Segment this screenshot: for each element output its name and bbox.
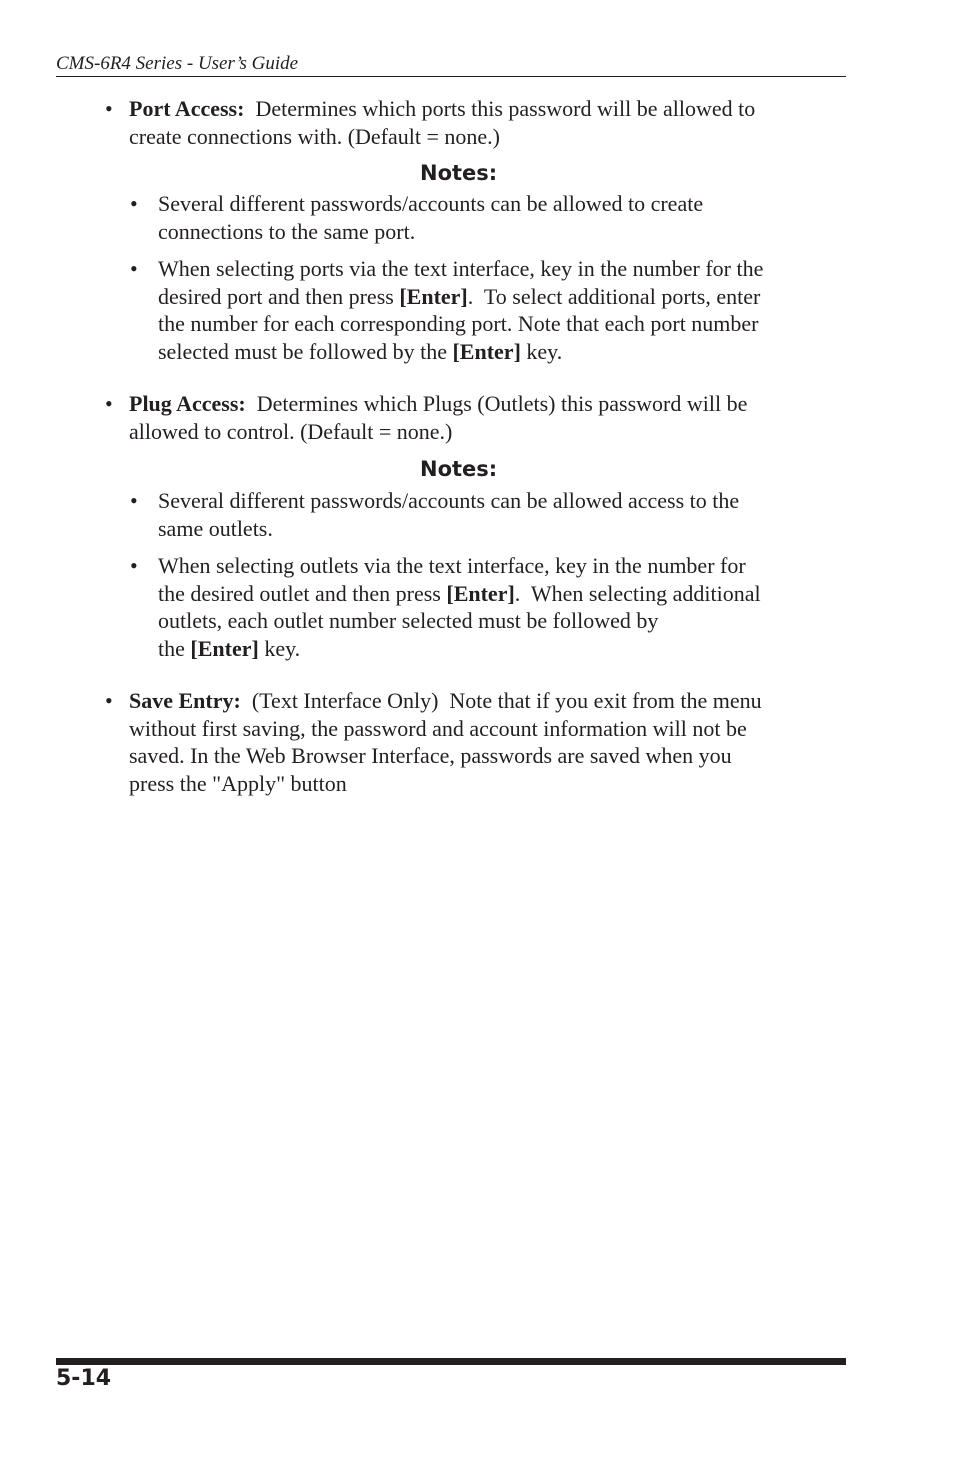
save-entry-term: Save Entry: (129, 688, 241, 713)
plug-note-1-line-1: Several different passwords/accounts can be allowed access to the (158, 488, 740, 513)
save-entry-paragraph (129, 687, 834, 797)
plug-access-notes-heading: Notes: (420, 457, 498, 481)
plug-note-2-line-3: outlets, each outlet number selected must be followed by (158, 608, 659, 633)
port-access-line-1-text: Determines which ports this password will be allowed to (244, 96, 756, 121)
plug-access-paragraph (129, 390, 834, 445)
port-note-1-line-1: Several different passwords/accounts can be allowed to create (158, 191, 704, 216)
plug-note-1-bullet: • (130, 488, 138, 513)
enter-key-label: [Enter] (399, 283, 468, 309)
bullet-save-entry: • (105, 688, 113, 713)
port-access-line-1 (129, 95, 834, 123)
port-note-2-line-4-pre: selected must be followed by the (158, 338, 453, 364)
plug-note-2-line-2-pre: the desired outlet and then press (158, 580, 447, 606)
plug-note-2-bullet: • (130, 553, 138, 578)
enter-key-label: [Enter] (190, 635, 259, 661)
port-note-2-line-2-pre: desired port and then press (158, 283, 400, 309)
port-note-2 (158, 255, 834, 365)
plug-access-line-1 (129, 390, 834, 418)
plug-note-2-line-4-pre: the (158, 635, 191, 661)
port-access-line-2: create connections with. (Default = none.) (129, 123, 500, 149)
plug-note-2-line-4 (158, 635, 834, 663)
page-header (56, 52, 846, 77)
port-note-2-line-2-post: . To select additional ports, enter (467, 283, 761, 309)
plug-note-1-line-2: same outlets. (158, 515, 273, 541)
port-note-1-bullet: • (130, 191, 138, 216)
plug-access-line-2: allowed to control. (Default = none.) (129, 418, 453, 444)
port-note-2-bullet: • (130, 256, 138, 281)
footer-rule (56, 1358, 846, 1365)
plug-access-term: Plug Access: (129, 391, 246, 416)
bullet-port-access: • (105, 96, 113, 121)
port-access-paragraph (129, 95, 834, 150)
page-number: 5-14 (56, 1366, 112, 1391)
save-entry-line-4: press the "Apply" button (129, 770, 347, 796)
port-note-1-line-2: connections to the same port. (158, 218, 416, 244)
plug-access-line-1-text: Determines which Plugs (Outlets) this password will be (245, 391, 748, 416)
port-note-2-line-4 (158, 338, 834, 366)
plug-note-1 (158, 487, 834, 542)
port-access-term: Port Access: (129, 96, 245, 121)
save-entry-line-1-text: (Text Interface Only) Note that if you exit from the menu (240, 688, 762, 713)
port-note-2-line-2 (158, 283, 834, 311)
plug-note-2-line-4-post: key. (258, 635, 301, 661)
enter-key-label: [Enter] (446, 580, 515, 606)
save-entry-line-1 (129, 687, 834, 715)
port-note-2-line-1: When selecting ports via the text interface, key in the number for the (158, 256, 764, 281)
plug-note-2 (158, 552, 834, 662)
document-title: CMS-6R4 Series - User’s Guide (56, 53, 299, 74)
save-entry-line-2: without first saving, the password and account information will not be (129, 715, 747, 741)
bullet-plug-access: • (105, 391, 113, 416)
plug-note-2-line-2 (158, 580, 834, 608)
port-access-notes-heading: Notes: (420, 161, 498, 185)
save-entry-line-3: saved. In the Web Browser Interface, passwords are saved when you (129, 743, 732, 768)
enter-key-label: [Enter] (452, 338, 521, 364)
plug-note-2-line-2-post: . When selecting additional (514, 580, 761, 606)
port-note-2-line-4-post: key. (520, 338, 563, 364)
port-note-2-line-3: the number for each corresponding port. Note that each port number (158, 311, 759, 336)
plug-note-2-line-1: When selecting outlets via the text interface, key in the number for (158, 553, 746, 578)
port-note-1 (158, 190, 834, 245)
